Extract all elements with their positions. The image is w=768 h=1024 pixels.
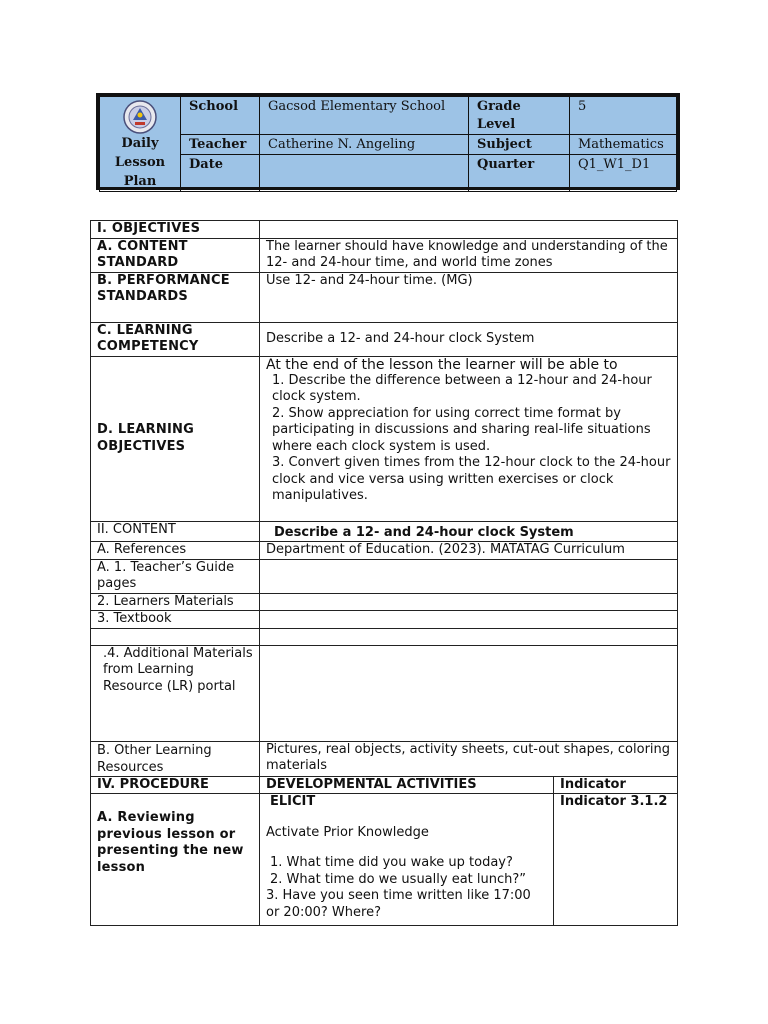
- table-row: [91, 741, 678, 776]
- learning-objectives-value: [260, 356, 678, 521]
- content-standard-label: A. CONTENT STANDARD: [91, 238, 260, 272]
- learners-materials-label: 2. Learners Materials: [91, 593, 260, 611]
- table-row: [91, 542, 678, 560]
- elicit-label: ELICIT: [270, 794, 316, 809]
- blank-row-cell: [260, 628, 678, 645]
- learning-objective-2: 2. Show appreciation for using correct time format by participating in discussions and sharing real-life situations where each clock system is used.: [272, 405, 651, 454]
- elicit-cell: [260, 794, 554, 926]
- learning-objectives-label: D. LEARNING OBJECTIVES: [91, 356, 260, 521]
- daily-lesson-plan-title: Daily Lesson Plan: [114, 136, 166, 189]
- table-row: [91, 521, 678, 542]
- school-value: Gacsod Elementary School: [260, 97, 469, 135]
- learning-objective-3: 3. Convert given times from the 12-hour clock to the 24-hour clock and vice versa using written exercises or clock manipulatives.: [272, 455, 671, 503]
- textbook-value: [260, 611, 678, 629]
- learning-competency-label: C. LEARNING COMPETENCY: [91, 322, 260, 356]
- teachers-guide-label: A. 1. Teacher’s Guide pages: [91, 559, 260, 593]
- subject-value: Mathematics: [570, 135, 677, 155]
- references-value: Department of Education. (2023). MATATAG Curriculum: [260, 542, 678, 560]
- table-row: [91, 221, 678, 239]
- lesson-plan-table: [90, 220, 678, 926]
- table-row: [91, 645, 678, 741]
- additional-materials-label: .4. Additional Materials from Learning Resource (LR) portal: [91, 645, 260, 741]
- additional-materials-value: [260, 645, 678, 741]
- objectives-heading-blank: [260, 221, 678, 239]
- table-row: [91, 628, 678, 645]
- blank-row-cell: [91, 628, 260, 645]
- content-standard-value: The learner should have knowledge and understanding of the 12- and 24-hour time, and world time zones: [260, 238, 678, 272]
- performance-standards-label: B. PERFORMANCE STANDARDS: [91, 272, 260, 322]
- learning-objective-1: 1. Describe the difference between a 12-hour and 24-hour clock system.: [272, 372, 652, 404]
- date-value: [260, 155, 469, 192]
- references-label: A. References: [91, 542, 260, 560]
- date-label: Date: [181, 155, 260, 192]
- grade-level-value: 5: [570, 97, 677, 135]
- quarter-label: Quarter: [469, 155, 570, 192]
- table-row: [91, 356, 678, 521]
- teachers-guide-value: [260, 559, 678, 593]
- table-row: [91, 611, 678, 629]
- table-row: [91, 272, 678, 322]
- lesson-plan-header: [96, 93, 680, 190]
- question-2: 2. What time do we usually eat lunch?”: [270, 871, 527, 887]
- procedure-label: IV. PROCEDURE: [91, 776, 260, 794]
- table-row: [91, 559, 678, 593]
- textbook-label: 3. Textbook: [91, 611, 260, 629]
- table-row: [91, 238, 678, 272]
- activate-prior-knowledge: Activate Prior Knowledge: [266, 824, 429, 840]
- reviewing-label: A. Reviewing previous lesson or presenting the new lesson: [91, 794, 260, 926]
- table-row: [91, 776, 678, 794]
- subject-label: Subject: [469, 135, 570, 155]
- grade-level-label: Grade Level: [469, 97, 570, 135]
- learning-objectives-intro: At the end of the lesson the learner will be able to: [266, 356, 618, 373]
- table-row: [91, 322, 678, 356]
- learners-materials-value: [260, 593, 678, 611]
- learning-competency-value: Describe a 12- and 24-hour clock System: [260, 322, 678, 356]
- question-1: 1. What time did you wake up today?: [270, 855, 513, 870]
- table-row: [91, 794, 678, 926]
- developmental-activities-label: DEVELOPMENTAL ACTIVITIES: [260, 776, 554, 794]
- question-3: 3. Have you seen time written like 17:00 or 20:00? Where?: [266, 888, 531, 920]
- content-value: Describe a 12- and 24-hour clock System: [260, 521, 678, 542]
- content-label: II. CONTENT: [91, 521, 260, 542]
- deped-seal-icon: [123, 100, 157, 134]
- teacher-label: Teacher: [181, 135, 260, 155]
- teacher-value: Catherine N. Angeling: [260, 135, 469, 155]
- objectives-heading: I. OBJECTIVES: [91, 221, 260, 239]
- quarter-value: Q1_W1_D1: [570, 155, 677, 192]
- other-resources-label: B. Other Learning Resources: [91, 741, 260, 776]
- indicator-value: Indicator 3.1.2: [554, 794, 678, 926]
- other-resources-value: Pictures, real objects, activity sheets, cut-out shapes, coloring materials: [260, 741, 678, 776]
- performance-standards-value: Use 12- and 24-hour time. (MG): [260, 272, 678, 322]
- table-row: [91, 593, 678, 611]
- seal-cell: [100, 97, 181, 192]
- indicator-label: Indicator: [554, 776, 678, 794]
- school-label: School: [181, 97, 260, 135]
